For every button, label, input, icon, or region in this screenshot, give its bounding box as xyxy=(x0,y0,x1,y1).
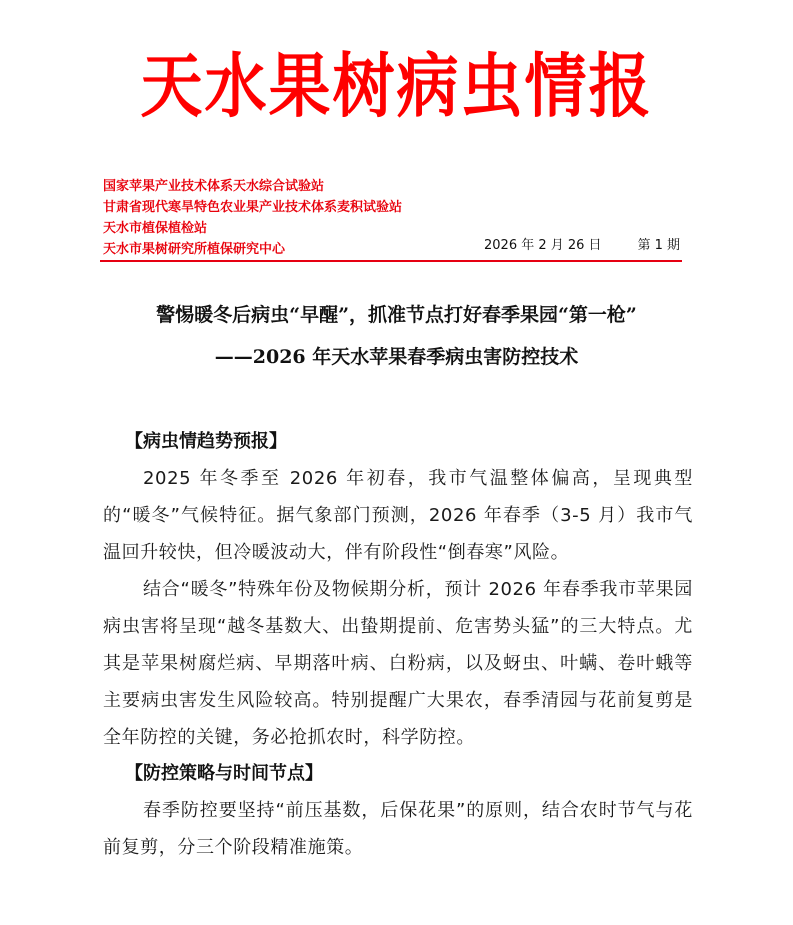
paragraph: 2025 年冬季至 2026 年初春，我市气温整体偏高，呈现典型的“暖冬”气候特征。据气象部门预测，2026 年春季（3-5 月）我市气温回升较快，但冷暖波动大，伴有阶段性“倒春寒”风险。 xyxy=(103,468,693,563)
section-heading-strategy: 【防控策略与时间节点】 xyxy=(125,763,323,784)
header-divider xyxy=(100,260,682,262)
issuer-line: 甘肃省现代寒旱特色农业果产业技术体系麦积试验站 xyxy=(103,200,403,215)
issuer-line: 国家苹果产业技术体系天水综合试验站 xyxy=(103,179,325,194)
section-heading-forecast: 【病虫情趋势预报】 xyxy=(125,431,287,452)
paragraph: 结合“暖冬”特殊年份及物候期分析，预计 2026 年春季我市苹果园病虫害将呈现“越冬基数大、出蛰期提前、危害势头猛”的三大特点。尤其是苹果树腐烂病、早期落叶病、白粉病，以及蚜虫、叶螨、卷叶蛾等主要病虫害发生风险较高。特别提醒广大果农，春季清园与花前复剪是全年防控的关键，务必抢抓农时，科学防控。 xyxy=(103,579,693,748)
article-title: 警惕暖冬后病虫“早醒”，抓准节点打好春季果园“第一枪” xyxy=(156,304,637,326)
masthead-title: 天水果树病虫情报 xyxy=(140,45,653,128)
paragraph: 春季防控要坚持“前压基数，后保花果”的原则，结合农时节气与花前复剪，分三个阶段精准施策。 xyxy=(103,800,693,858)
article-subtitle: ——2026 年天水苹果春季病虫害防控技术 xyxy=(214,346,579,368)
issuer-line: 天水市果树研究所植保研究中心 xyxy=(103,242,286,257)
issue-number: 第 1 期 xyxy=(637,238,680,253)
issuer-line: 天水市植保植检站 xyxy=(103,221,208,236)
issue-date: 2026 年 2 月 26 日 xyxy=(484,238,602,253)
issue-info xyxy=(470,235,680,256)
article-body xyxy=(103,424,693,866)
